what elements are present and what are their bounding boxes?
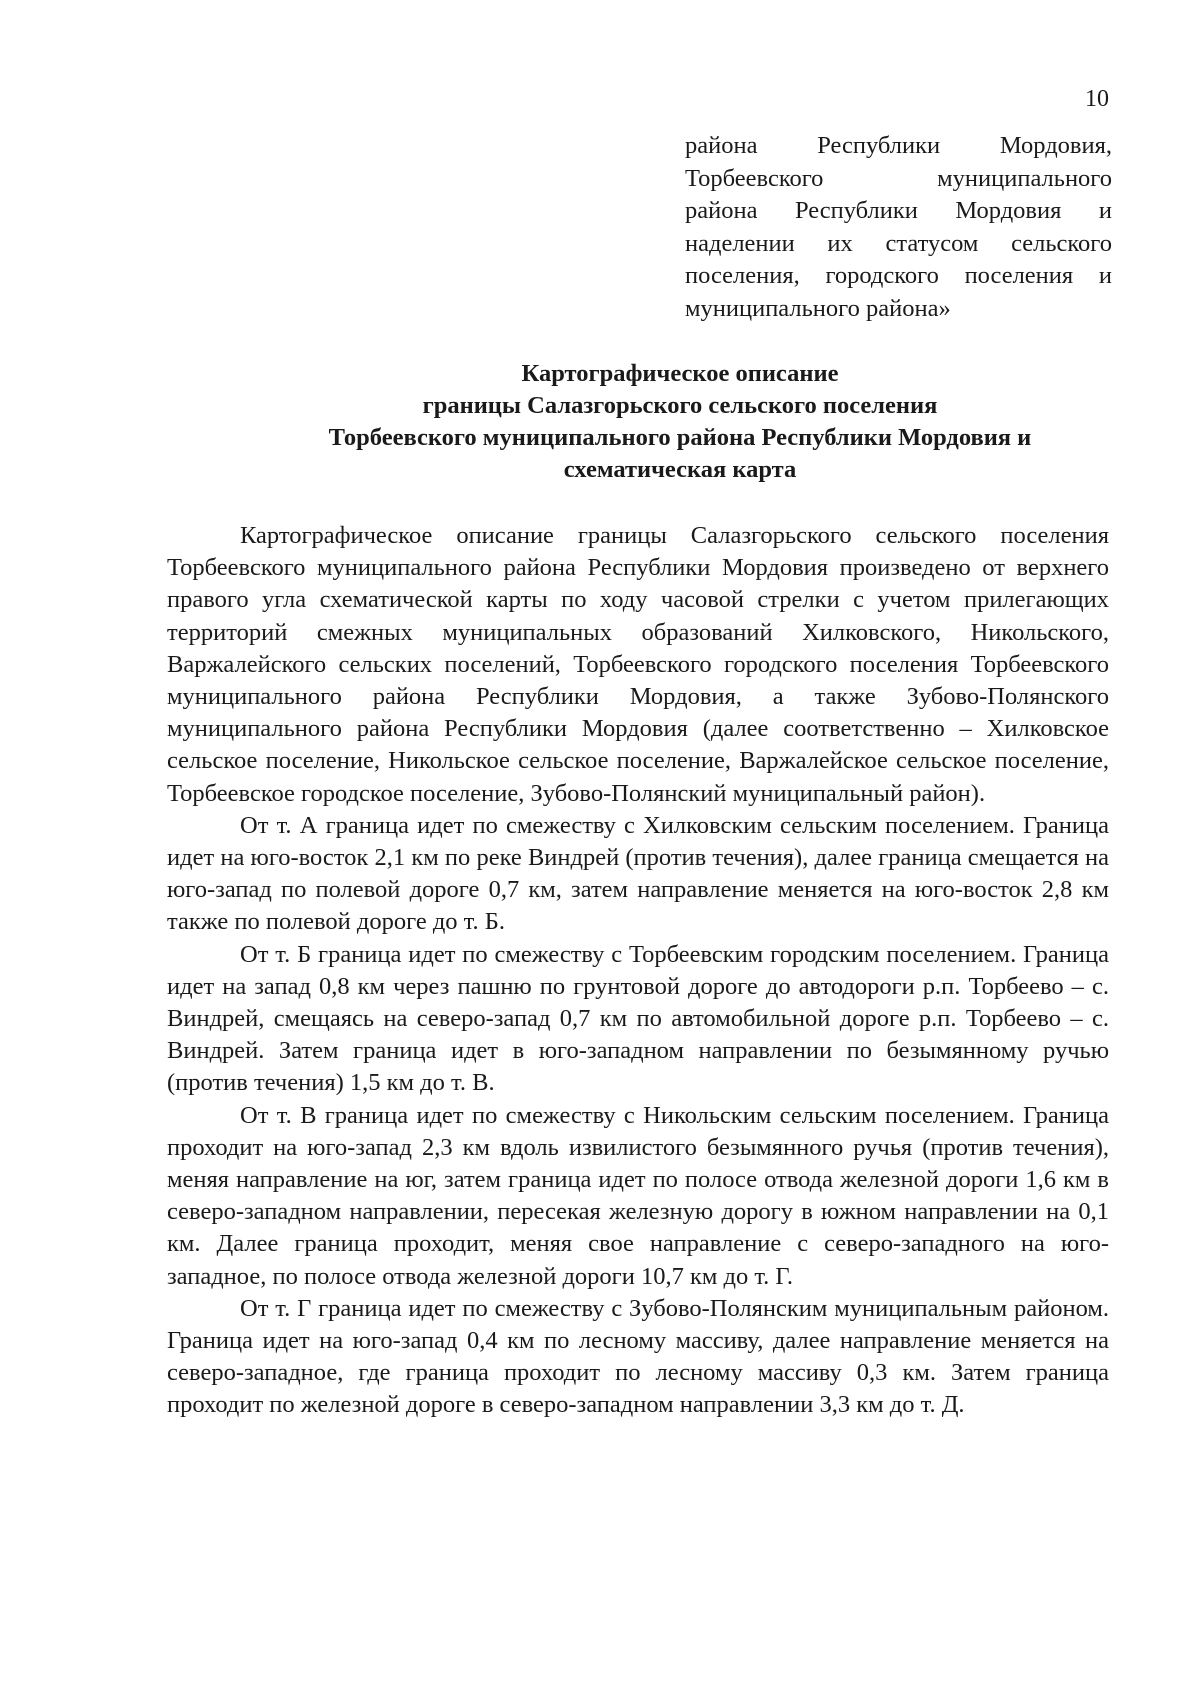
title-line: схематическая карта — [563, 456, 797, 483]
paragraph-point-v: От т. В граница идет по смежеству с Никольским сельским поселением. Граница проходит на юго-запад 2,3 км вдоль извилистого безымянного ручья (против течения), меняя направление на юг, затем граница идет по полосе отвода железной дороги 1,6 км в северо-западном направлении, пересекая железную дорогу в южном направлении на 0,1 км. Далее граница проходит, меняя свое направление с северо-западного на юго-западное, по полосе отвода железной дороги 10,7 км до т. Г. — [167, 1101, 1109, 1290]
header-line: поселения, городского поселения и — [685, 262, 1112, 289]
title-line: границы Салазгорьского сельского поселения — [422, 392, 938, 419]
paragraph-point-a: От т. А граница идет по смежеству с Хилковским сельским поселением. Граница идет на юго-восток 2,1 км по реке Виндрей (против течения), далее граница смещается на юго-запад по полевой дороге 0,7 км, затем направление меняется на юго-восток 2,8 км также по полевой дороге до т. Б. — [167, 811, 1109, 936]
header-line: Торбеевского муниципального — [685, 164, 1112, 192]
header-line: муниципального района» — [685, 294, 951, 322]
header-line: района Республики Мордовия и — [685, 197, 1112, 224]
body-text — [167, 520, 1109, 1422]
header-line: района Республики Мордовия, — [685, 132, 1112, 159]
document-title — [160, 358, 1200, 486]
title-line: Торбеевского муниципального района Республики Мордовия и — [328, 424, 1032, 451]
page-number: 10 — [1085, 86, 1109, 112]
paragraph-point-b: От т. Б граница идет по смежеству с Торбеевским городским поселением. Граница идет на запад 0,8 км через пашню по грунтовой дороге до автодороги р.п. Торбеево – с. Виндрей, смещаясь на северо-запад 0,7 км по автомобильной дороге р.п. Торбеево – с. Виндрей. Затем граница идет в юго-западном направлении по безымянному ручью (против течения) 1,5 км до т. В. — [167, 940, 1109, 1097]
paragraph-point-g: От т. Г граница идет по смежеству с Зубово-Полянским муниципальным районом. Граница идет на юго-запад 0,4 км по лесному массиву, далее направление меняется на северо-западное, где граница проходит по лесному массиву 0,3 км. Затем граница проходит по железной дороге в северо-западном направлении 3,3 км до т. Д. — [167, 1294, 1109, 1419]
header-reference-block — [685, 130, 1112, 325]
paragraph-intro: Картографическое описание границы Салазгорьского сельского поселения Торбеевского муниципального района Республики Мордовия произведено от верхнего правого угла схематической карты по ходу часовой стрелки с учетом прилегающих территорий смежных муниципальных образований Хилковского, Никольского, Варжалейского сельских поселений, Торбеевского городского поселения Торбеевского муниципального района Республики Мордовия, а также Зубово-Полянского муниципального района Республики Мордовия (далее соответственно – Хилковское сельское поселение, Никольское сельское поселение, Варжалейское сельское поселение, Торбеевское городское поселение, Зубово-Полянский муниципальный район). — [167, 522, 1109, 807]
header-line: наделении их статусом сельского — [685, 229, 1112, 257]
title-line: Картографическое описание — [521, 360, 839, 387]
